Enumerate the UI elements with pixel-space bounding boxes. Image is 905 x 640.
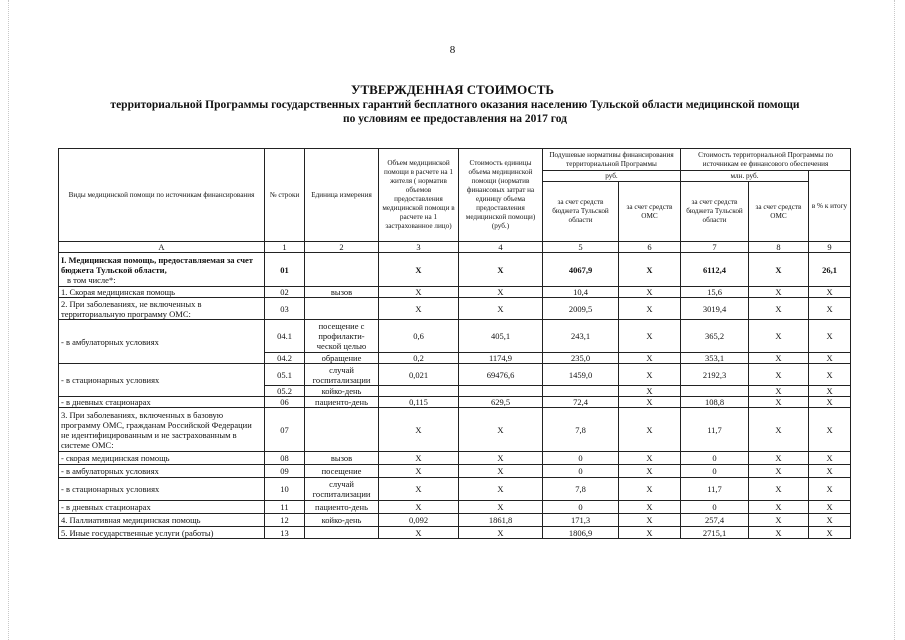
column-index-row bbox=[59, 242, 851, 253]
table-row bbox=[59, 465, 851, 478]
header-per-capita: Подушевые нормативы финансирования территориальной Программы bbox=[543, 149, 681, 171]
row-unit: койко-день bbox=[305, 514, 379, 527]
row-number: 04.2 bbox=[265, 353, 305, 364]
row-per-capita-budget: 10,4 bbox=[543, 287, 619, 298]
row-per-capita-budget: 243,1 bbox=[543, 320, 619, 353]
row-unit-cost: Х bbox=[459, 527, 543, 539]
row-number: 11 bbox=[265, 501, 305, 514]
row-per-capita-oms: Х bbox=[619, 253, 681, 287]
row-unit-cost bbox=[459, 386, 543, 397]
row-total-oms: Х bbox=[749, 527, 809, 539]
row-volume: 0,092 bbox=[379, 514, 459, 527]
row-per-capita-budget: 0 bbox=[543, 465, 619, 478]
row-total-oms: Х bbox=[749, 320, 809, 353]
row-volume: Х bbox=[379, 408, 459, 452]
row-total-oms: Х bbox=[749, 364, 809, 386]
row-unit: случай госпитализации bbox=[305, 364, 379, 386]
row-unit-cost: 1174,9 bbox=[459, 353, 543, 364]
row-per-capita-budget: 0 bbox=[543, 452, 619, 465]
row-per-capita-budget: 171,3 bbox=[543, 514, 619, 527]
page-number: 8 bbox=[449, 44, 456, 56]
row-percent: Х bbox=[809, 364, 851, 386]
row-per-capita-oms: Х bbox=[619, 298, 681, 320]
row-unit-cost: Х bbox=[459, 478, 543, 501]
col-index-4: 4 bbox=[459, 242, 543, 253]
row-total-budget: 15,6 bbox=[681, 287, 749, 298]
row-percent: Х bbox=[809, 501, 851, 514]
row-per-capita-oms: Х bbox=[619, 408, 681, 452]
col-index-6: 6 bbox=[619, 242, 681, 253]
row-unit-cost: Х bbox=[459, 501, 543, 514]
row-total-budget: 0 bbox=[681, 501, 749, 514]
page-subtitle: территориальной Программы государственных гарантий бесплатного оказания населению Тульской области медицинской помощи по условиям ее предоставления на 2017 год bbox=[110, 99, 800, 125]
row-total-budget: 108,8 bbox=[681, 397, 749, 408]
header-oms-per-capita: за счет средств ОМС bbox=[619, 182, 681, 242]
row-unit-cost: Х bbox=[459, 452, 543, 465]
row-per-capita-oms: Х bbox=[619, 397, 681, 408]
row-unit bbox=[305, 253, 379, 287]
col-index-9: 9 bbox=[809, 242, 851, 253]
row-number: 07 bbox=[265, 408, 305, 452]
row-volume: Х bbox=[379, 478, 459, 501]
table-row bbox=[59, 527, 851, 539]
row-unit bbox=[305, 408, 379, 452]
row-unit-cost: Х bbox=[459, 287, 543, 298]
row-unit: случай госпитализации bbox=[305, 478, 379, 501]
table-row bbox=[59, 364, 851, 386]
row-total-budget: 257,4 bbox=[681, 514, 749, 527]
col-index-8: 8 bbox=[749, 242, 809, 253]
row-number: 12 bbox=[265, 514, 305, 527]
row-per-capita-budget: 0 bbox=[543, 501, 619, 514]
header-budget-per-capita: за счет средств бюджета Тульской области bbox=[543, 182, 619, 242]
row-per-capita-oms: Х bbox=[619, 353, 681, 364]
row-total-budget: 2192,3 bbox=[681, 364, 749, 386]
row-total-oms: Х bbox=[749, 386, 809, 397]
row-percent: Х bbox=[809, 478, 851, 501]
row-name: 3. При заболеваниях, включенных в базовую программу ОМС, гражданам Российской Федерации не идентифицированным и не застрахованным в системе ОМС: bbox=[59, 408, 265, 452]
header-mln-rub: млн. руб. bbox=[681, 171, 809, 182]
row-percent: Х bbox=[809, 353, 851, 364]
row-name: - в стационарных условиях bbox=[59, 364, 265, 397]
row-name: 1. Скорая медицинская помощь bbox=[59, 287, 265, 298]
row-unit: пациенто-день bbox=[305, 501, 379, 514]
row-per-capita-oms: Х bbox=[619, 527, 681, 539]
row-per-capita-oms: Х bbox=[619, 320, 681, 353]
row-total-budget: 11,7 bbox=[681, 408, 749, 452]
col-index-1: 1 bbox=[265, 242, 305, 253]
row-number: 06 bbox=[265, 397, 305, 408]
row-unit-cost: 1861,8 bbox=[459, 514, 543, 527]
header-types: Виды медицинской помощи по источникам финансирования bbox=[59, 149, 265, 242]
row-volume: 0,2 bbox=[379, 353, 459, 364]
row-percent: Х bbox=[809, 386, 851, 397]
row-per-capita-oms: Х bbox=[619, 452, 681, 465]
header-oms-total: за счет средств ОМС bbox=[749, 182, 809, 242]
row-total-budget: 2715,1 bbox=[681, 527, 749, 539]
row-volume: Х bbox=[379, 465, 459, 478]
row-total-oms: Х bbox=[749, 298, 809, 320]
col-index-5: 5 bbox=[543, 242, 619, 253]
page-title: УТВЕРЖДЕННАЯ СТОИМОСТЬ bbox=[350, 82, 555, 97]
row-total-budget: 6112,4 bbox=[681, 253, 749, 287]
row-name: 5. Иные государственные услуги (работы) bbox=[59, 527, 265, 539]
col-index-2: 2 bbox=[305, 242, 379, 253]
row-total-budget: 0 bbox=[681, 452, 749, 465]
row-total-oms: Х bbox=[749, 501, 809, 514]
header-row bbox=[59, 149, 851, 171]
row-unit-cost: 69476,6 bbox=[459, 364, 543, 386]
table-row bbox=[59, 253, 851, 287]
row-per-capita-budget: 72,4 bbox=[543, 397, 619, 408]
row-per-capita-budget: 4067,9 bbox=[543, 253, 619, 287]
row-number: 02 bbox=[265, 287, 305, 298]
table-row bbox=[59, 298, 851, 320]
row-number: 13 bbox=[265, 527, 305, 539]
row-volume: 0,115 bbox=[379, 397, 459, 408]
row-per-capita-oms: Х bbox=[619, 478, 681, 501]
row-number: 05.1 bbox=[265, 364, 305, 386]
row-volume: Х bbox=[379, 452, 459, 465]
row-volume: 0,6 bbox=[379, 320, 459, 353]
row-unit-cost: Х bbox=[459, 298, 543, 320]
header-row-number: № строки bbox=[265, 149, 305, 242]
header-budget-total: за счет средств бюджета Тульской области bbox=[681, 182, 749, 242]
row-total-oms: Х bbox=[749, 397, 809, 408]
row-volume bbox=[379, 386, 459, 397]
row-number: 09 bbox=[265, 465, 305, 478]
row-name: - в дневных стационарах bbox=[59, 397, 265, 408]
row-per-capita-oms: Х bbox=[619, 501, 681, 514]
row-volume: Х bbox=[379, 527, 459, 539]
row-total-budget bbox=[681, 386, 749, 397]
header-rub: руб. bbox=[543, 171, 681, 182]
row-unit: посещение с профилакти-ческой целью bbox=[305, 320, 379, 353]
row-total-budget: 353,1 bbox=[681, 353, 749, 364]
row-name: I. Медицинская помощь, предоставляемая за счет бюджета Тульской области, в том числе*: bbox=[59, 253, 265, 287]
table-row bbox=[59, 478, 851, 501]
row-per-capita-oms: Х bbox=[619, 287, 681, 298]
row-per-capita-budget: 1459,0 bbox=[543, 364, 619, 386]
row-name: - в амбулаторных условиях bbox=[59, 320, 265, 364]
row-total-budget: 365,2 bbox=[681, 320, 749, 353]
row-percent: Х bbox=[809, 452, 851, 465]
row-total-budget: 0 bbox=[681, 465, 749, 478]
row-percent: Х bbox=[809, 298, 851, 320]
row-percent: Х bbox=[809, 397, 851, 408]
table-row bbox=[59, 287, 851, 298]
row-per-capita-budget: 235,0 bbox=[543, 353, 619, 364]
row-percent: 26,1 bbox=[809, 253, 851, 287]
row-per-capita-budget: 7,8 bbox=[543, 408, 619, 452]
table-row bbox=[59, 501, 851, 514]
row-volume: Х bbox=[379, 253, 459, 287]
row-unit: обращение bbox=[305, 353, 379, 364]
row-number: 08 bbox=[265, 452, 305, 465]
header-unit: Единица измерения bbox=[305, 149, 379, 242]
row-unit: койко-день bbox=[305, 386, 379, 397]
row-total-oms: Х bbox=[749, 408, 809, 452]
col-index-3: 3 bbox=[379, 242, 459, 253]
row-percent: Х bbox=[809, 527, 851, 539]
row-volume: Х bbox=[379, 298, 459, 320]
row-unit: вызов bbox=[305, 452, 379, 465]
row-name: - в амбулаторных условиях bbox=[59, 465, 265, 478]
table-row bbox=[59, 397, 851, 408]
header-program-cost: Стоимость территориальной Программы по источникам ее финансового обеспечения bbox=[681, 149, 851, 171]
row-unit bbox=[305, 298, 379, 320]
header-volume: Объем медицинской помощи в расчете на 1 жителя ( норматив объемов предоставления медицинской помощи в расчете на 1 застрахованное лицо) bbox=[379, 149, 459, 242]
row-unit: посещение bbox=[305, 465, 379, 478]
row-per-capita-oms: Х bbox=[619, 465, 681, 478]
row-unit-cost: Х bbox=[459, 253, 543, 287]
row-percent: Х bbox=[809, 287, 851, 298]
row-unit: вызов bbox=[305, 287, 379, 298]
row-total-oms: Х bbox=[749, 478, 809, 501]
table-row bbox=[59, 408, 851, 452]
row-unit-cost: 405,1 bbox=[459, 320, 543, 353]
row-total-oms: Х bbox=[749, 353, 809, 364]
row-per-capita-budget: 7,8 bbox=[543, 478, 619, 501]
header-unit-cost: Стоимость единицы объема медицинской помощи (норматив финансовых затрат на единицу объема предоставления медицинской помощи) (руб.) bbox=[459, 149, 543, 242]
row-number: 05.2 bbox=[265, 386, 305, 397]
row-unit-cost: 629,5 bbox=[459, 397, 543, 408]
row-total-oms: Х bbox=[749, 514, 809, 527]
row-volume: Х bbox=[379, 287, 459, 298]
row-total-budget: 3019,4 bbox=[681, 298, 749, 320]
row-percent: Х bbox=[809, 320, 851, 353]
cost-table bbox=[58, 148, 851, 539]
table-row bbox=[59, 514, 851, 527]
row-per-capita-oms: Х bbox=[619, 364, 681, 386]
row-per-capita-budget bbox=[543, 386, 619, 397]
row-total-budget: 11,7 bbox=[681, 478, 749, 501]
col-index-7: 7 bbox=[681, 242, 749, 253]
row-number: 01 bbox=[265, 253, 305, 287]
row-percent: Х bbox=[809, 514, 851, 527]
row-unit-cost: Х bbox=[459, 465, 543, 478]
row-per-capita-oms: Х bbox=[619, 386, 681, 397]
row-per-capita-oms: Х bbox=[619, 514, 681, 527]
row-name: - скорая медицинская помощь bbox=[59, 452, 265, 465]
row-name: 4. Паллиативная медицинская помощь bbox=[59, 514, 265, 527]
row-unit-cost: Х bbox=[459, 408, 543, 452]
row-volume: 0,021 bbox=[379, 364, 459, 386]
header-percent: в % к итогу bbox=[809, 171, 851, 242]
row-number: 04.1 bbox=[265, 320, 305, 353]
row-per-capita-budget: 1806,9 bbox=[543, 527, 619, 539]
row-percent: Х bbox=[809, 408, 851, 452]
row-percent: Х bbox=[809, 465, 851, 478]
row-per-capita-budget: 2009,5 bbox=[543, 298, 619, 320]
row-total-oms: Х bbox=[749, 253, 809, 287]
row-number: 03 bbox=[265, 298, 305, 320]
row-number: 10 bbox=[265, 478, 305, 501]
table-row bbox=[59, 452, 851, 465]
row-unit bbox=[305, 527, 379, 539]
row-total-oms: Х bbox=[749, 465, 809, 478]
row-total-oms: Х bbox=[749, 452, 809, 465]
col-index-a: А bbox=[59, 242, 265, 253]
row-volume: Х bbox=[379, 501, 459, 514]
table-row bbox=[59, 320, 851, 353]
row-name: - в дневных стационарах bbox=[59, 501, 265, 514]
row-total-oms: Х bbox=[749, 287, 809, 298]
row-unit: пациенто-день bbox=[305, 397, 379, 408]
row-name: - в стационарных условиях bbox=[59, 478, 265, 501]
row-name: 2. При заболеваниях, не включенных в территориальную программу ОМС: bbox=[59, 298, 265, 320]
